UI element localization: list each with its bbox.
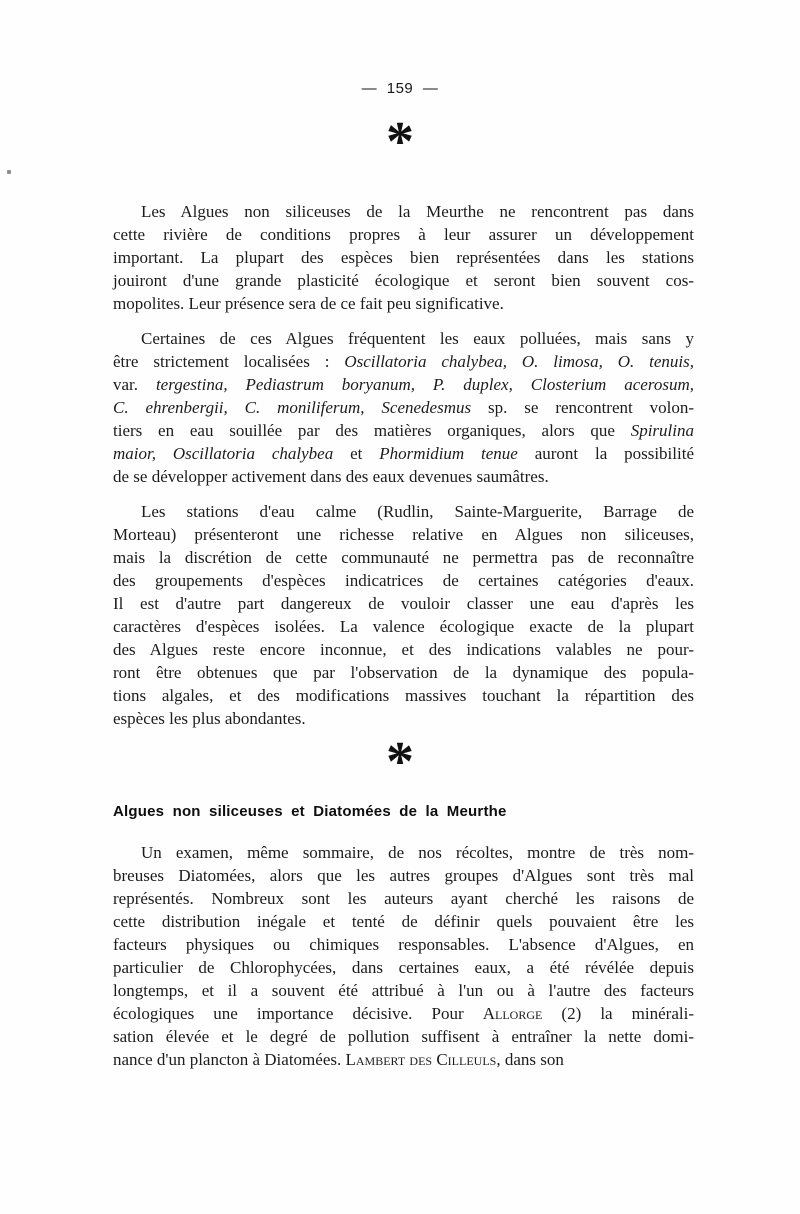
text-line [113, 1025, 694, 1048]
text-line [113, 841, 694, 864]
asterisk-separator-middle: * [386, 731, 414, 793]
text-line [113, 638, 694, 661]
text-line [113, 887, 694, 910]
paragraph-diatoms-exam [113, 841, 694, 1071]
text-line [113, 569, 694, 592]
text-segment: tergestina, Pediastrum boryanum, P. duplex, Closterium acerosum, [155, 375, 694, 394]
text-segment: espèces les plus abondantes. [113, 709, 306, 728]
scan-speck [7, 170, 11, 174]
text-segment: représentés. Nombreux sont les auteurs ayant cherché les raisons de [113, 889, 694, 908]
text-segment: maior, Oscillatoria chalybea [113, 444, 334, 463]
text-segment: sp. se rencontrent volon- [471, 398, 694, 417]
text-segment: var. [113, 375, 156, 394]
text-segment: (2) la minérali- [542, 1004, 694, 1023]
text-segment: Lambert des Cilleuls [345, 1050, 497, 1069]
asterisk-separator-top: * [386, 111, 414, 173]
text-line [113, 615, 694, 638]
text-segment: cette rivière de conditions propres à leur assurer un développement [113, 225, 694, 244]
text-line [113, 246, 694, 269]
text-segment: Allorge [482, 1004, 543, 1023]
text-segment: important. La plupart des espèces bien représentées dans les stations [113, 248, 694, 267]
text-line [113, 592, 694, 615]
text-line [113, 327, 694, 350]
text-line [113, 864, 694, 887]
text-line [113, 200, 694, 223]
text-segment: particulier de Chlorophycées, dans certaines eaux, a été révélée depuis [113, 958, 694, 977]
text-line [113, 684, 694, 707]
text-segment: Il est d'autre part dangereux de vouloir classer une eau d'après les [113, 594, 694, 613]
text-segment: être strictement localisées : [113, 352, 345, 371]
text-segment: tiers en eau souillée par des matières organiques, alors que [113, 421, 631, 440]
text-line [113, 419, 694, 442]
text-line [113, 373, 694, 396]
text-line [113, 979, 694, 1002]
text-segment: jouiront d'une grande plasticité écologique et seront bien souvent cos- [113, 271, 694, 290]
text-line [113, 956, 694, 979]
text-segment: tions algales, et des modifications massives touchant la répartition des [113, 686, 694, 705]
text-segment: longtemps, et il a souvent été attribué à l'un ou à l'autre des facteurs [113, 981, 694, 1000]
text-line [113, 910, 694, 933]
body-text-lower [113, 841, 694, 1071]
text-segment: nance d'un plancton à Diatomées. [113, 1050, 346, 1069]
text-line [113, 269, 694, 292]
text-segment: et [333, 444, 380, 463]
text-segment: Morteau) présenteront une richesse relative en Algues non siliceuses, [113, 525, 694, 544]
paragraph-intro [113, 200, 694, 315]
text-line [113, 292, 694, 315]
paragraph-calm-stations [113, 500, 694, 730]
paragraph-polluted-waters [113, 327, 694, 488]
body-text-upper [113, 200, 694, 730]
page-number: — 159 — [361, 80, 439, 97]
text-segment: Les stations d'eau calme (Rudlin, Sainte-Marguerite, Barrage de [141, 502, 694, 521]
text-segment: Oscillatoria chalybea, O. limosa, O. tenuis, [344, 352, 694, 371]
text-segment: cette distribution inégale et tenté de définir quels pouvaient être les [113, 912, 694, 931]
text-segment: auront la possibilité [517, 444, 694, 463]
text-segment: facteurs physiques ou chimiques responsables. L'absence d'Algues, en [113, 935, 694, 954]
text-line [113, 707, 694, 730]
text-line [113, 500, 694, 523]
text-segment: des groupements d'espèces indicatrices de certaines catégories d'eaux. [113, 571, 694, 590]
section-heading: Algues non siliceuses et Diatomées de la Meurthe [113, 803, 507, 820]
text-segment: ront être obtenues que par l'observation de la dynamique des popula- [113, 663, 694, 682]
text-line [113, 350, 694, 373]
text-line [113, 546, 694, 569]
text-segment: Certaines de ces Algues fréquentent les eaux polluées, mais sans y [141, 329, 694, 348]
text-line [113, 1048, 694, 1071]
text-line [113, 442, 694, 465]
text-segment: Spirulina [630, 421, 694, 440]
text-line [113, 223, 694, 246]
text-segment: , dans son [496, 1050, 564, 1069]
text-line [113, 465, 694, 488]
text-segment: Phormidium tenue [379, 444, 518, 463]
text-segment: écologiques une importance décisive. Pour [113, 1004, 483, 1023]
text-segment: mais la discrétion de cette communauté ne permettra pas de reconnaître [113, 548, 694, 567]
text-segment: C. ehrenbergii, C. moniliferum, Scenedesmus [113, 398, 472, 417]
text-segment: caractères d'espèces isolées. La valence écologique exacte de la plupart [113, 617, 694, 636]
text-line [113, 1002, 694, 1025]
text-segment: mopolites. Leur présence sera de ce fait peu significative. [113, 294, 504, 313]
text-segment: breuses Diatomées, alors que les autres groupes d'Algues sont très mal [113, 866, 694, 885]
text-segment: de se développer activement dans des eaux devenues saumâtres. [113, 467, 549, 486]
text-line [113, 933, 694, 956]
text-segment: des Algues reste encore inconnue, et des indications valables ne pour- [113, 640, 694, 659]
text-segment: Un examen, même sommaire, de nos récoltes, montre de très nom- [141, 843, 694, 862]
text-segment: sation élevée et le degré de pollution suffisent à entraîner la nette domi- [113, 1027, 694, 1046]
text-segment: Les Algues non siliceuses de la Meurthe ne rencontrent pas dans [141, 202, 694, 221]
text-line [113, 661, 694, 684]
text-line [113, 523, 694, 546]
text-line [113, 396, 694, 419]
